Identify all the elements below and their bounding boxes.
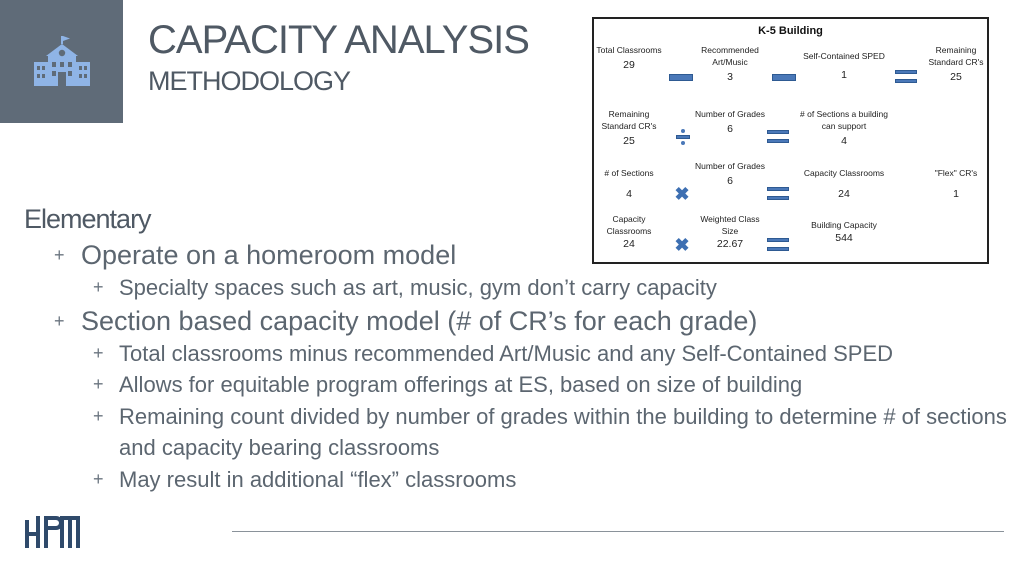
calc-cell bbox=[692, 160, 768, 188]
bullet-marker: + bbox=[93, 277, 104, 297]
cell-label: Remaining Standard CR's bbox=[928, 45, 984, 67]
bullet-text: Allows for equitable program offerings at ES, based on size of building bbox=[119, 372, 803, 397]
cell-label: Building Capacity bbox=[811, 220, 877, 230]
cell-label: # of Sections a building can support bbox=[800, 109, 888, 131]
cell-label: # of Sections bbox=[604, 168, 654, 178]
cell-value: 544 bbox=[835, 232, 853, 244]
cell-value: 25 bbox=[950, 71, 962, 83]
calc-cell bbox=[922, 44, 990, 84]
page-subtitle: METHODOLOGY bbox=[148, 66, 351, 96]
cell-label: "Flex" CR's bbox=[934, 168, 978, 178]
bullet-item bbox=[24, 304, 1014, 338]
cell-value: 24 bbox=[838, 188, 850, 200]
sub-bullet-item bbox=[24, 272, 1014, 304]
page-title: CAPACITY ANALYSIS bbox=[148, 18, 529, 62]
minus-operator-icon bbox=[668, 71, 694, 83]
bullet-marker: + bbox=[54, 245, 65, 265]
bullet-text: Section based capacity model (# of CR’s for each grade) bbox=[81, 305, 758, 336]
divide-operator-icon bbox=[673, 128, 693, 146]
bullet-marker: + bbox=[93, 468, 104, 489]
cell-value: 24 bbox=[623, 238, 635, 250]
calc-cell bbox=[794, 50, 894, 82]
cell-label: Number of Grades bbox=[695, 109, 765, 119]
bullet-marker: + bbox=[54, 310, 65, 331]
cell-value: 3 bbox=[727, 71, 733, 83]
footer-divider bbox=[232, 531, 1004, 532]
sub-bullet-item bbox=[24, 369, 1014, 401]
hpm-logo bbox=[24, 512, 88, 552]
cell-value: 4 bbox=[841, 135, 847, 147]
cell-value: 29 bbox=[623, 59, 635, 71]
sub-bullet-item bbox=[24, 464, 1014, 496]
bullet-text: Specialty spaces such as art, music, gym don’t carry capacity bbox=[119, 275, 717, 300]
cell-value: 6 bbox=[727, 123, 733, 135]
cell-label: Remaining Standard CR's bbox=[601, 109, 657, 131]
panel-title: K-5 Building bbox=[758, 25, 823, 37]
equals-operator-icon bbox=[893, 69, 919, 85]
sub-bullet-item bbox=[24, 338, 1014, 370]
multiply-operator-icon: ✖ bbox=[674, 184, 690, 204]
bullet-text: Operate on a homeroom model bbox=[81, 240, 457, 270]
cell-value: 6 bbox=[727, 175, 733, 187]
cell-label: Capacity Classrooms bbox=[803, 168, 885, 178]
cell-value: 4 bbox=[626, 188, 632, 200]
calc-cell bbox=[594, 108, 664, 148]
calc-cell bbox=[794, 108, 894, 148]
calc-cell bbox=[692, 108, 768, 136]
cell-label: Capacity Classrooms bbox=[606, 214, 652, 236]
equals-operator-icon bbox=[765, 129, 791, 145]
bullet-text: Remaining count divided by number of grades within the building to determine # of sections and capacity bearing classrooms bbox=[119, 403, 1007, 460]
calc-cell bbox=[794, 167, 894, 201]
bullet-marker: + bbox=[93, 405, 104, 426]
section-heading: Elementary bbox=[24, 204, 151, 234]
cell-label: Self-Contained SPED bbox=[803, 51, 885, 61]
sub-bullet-item bbox=[24, 401, 1014, 464]
calc-cell bbox=[692, 44, 768, 84]
multiply-operator-icon: ✖ bbox=[674, 235, 690, 255]
calc-cell bbox=[594, 44, 664, 72]
bullet-marker: + bbox=[93, 374, 104, 394]
slide-body bbox=[24, 200, 1014, 495]
header-icon-block bbox=[0, 0, 123, 123]
cell-label: Total Classrooms bbox=[596, 45, 662, 55]
bullet-item bbox=[24, 238, 1014, 272]
bullet-text: May result in additional “flex” classrooms bbox=[119, 466, 517, 492]
calc-cell bbox=[594, 167, 664, 201]
bullet-marker: + bbox=[93, 342, 104, 363]
bullet-text: Total classrooms minus recommended Art/Music and any Self-Contained SPED bbox=[119, 340, 894, 366]
cell-value: 25 bbox=[623, 135, 635, 147]
cell-value: 22.67 bbox=[716, 238, 744, 250]
cell-label: Number of Grades bbox=[695, 161, 765, 171]
calc-cell bbox=[922, 167, 990, 201]
cell-value: 1 bbox=[953, 188, 959, 200]
cell-label: Weighted Class Size bbox=[700, 214, 760, 236]
school-building-icon bbox=[32, 34, 92, 90]
cell-value: 1 bbox=[841, 69, 847, 81]
cell-label: Recommended Art/Music bbox=[701, 45, 759, 67]
